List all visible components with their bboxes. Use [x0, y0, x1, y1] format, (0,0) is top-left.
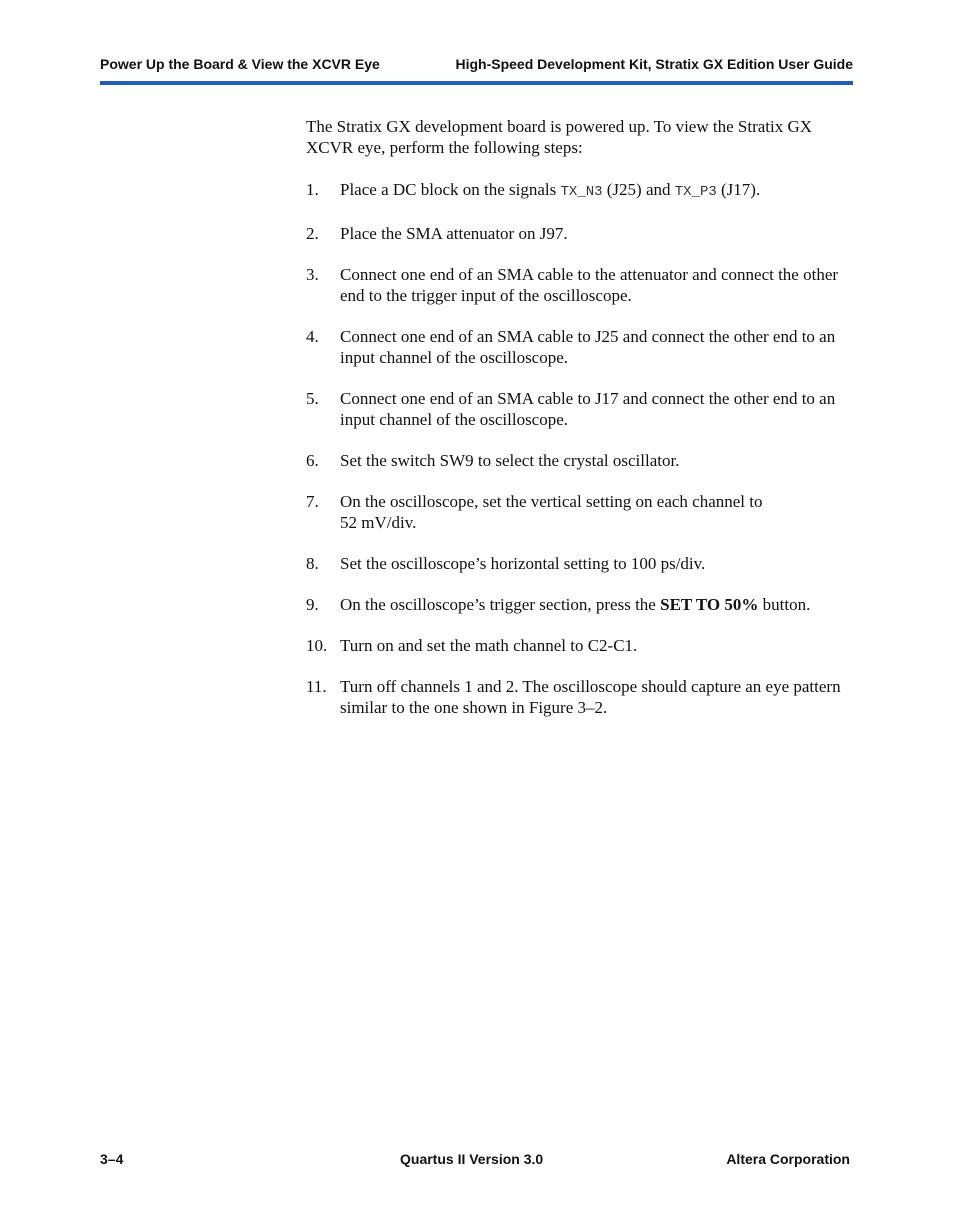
step-number: 7.	[306, 492, 319, 511]
step-text: Connect one end of an SMA cable to J25 and connect the other end to an input channel of the oscilloscope.	[340, 327, 836, 367]
step-1	[306, 179, 854, 203]
step-7	[306, 491, 854, 533]
step-text: Turn on and set the math channel to C2-C1.	[340, 636, 638, 655]
step-text-line: On the oscilloscope, set the vertical setting on each channel to	[340, 492, 763, 511]
step-number: 5.	[306, 389, 319, 408]
step-text: Turn off channels 1 and 2. The oscilloscope should capture an eye pattern similar to the one shown in Figure 3–2.	[340, 677, 841, 717]
step-9	[306, 594, 854, 615]
step-number: 11.	[306, 677, 327, 696]
step-text	[340, 180, 760, 199]
step-number: 2.	[306, 224, 319, 243]
step-text-part: button.	[758, 595, 811, 614]
step-text-part: (J25) and	[602, 180, 675, 199]
step-number: 1.	[306, 180, 319, 199]
step-text-line: 52 mV/div.	[340, 513, 417, 532]
step-number: 10.	[306, 636, 328, 655]
step-11	[306, 676, 854, 718]
step-number: 9.	[306, 595, 319, 614]
step-text: Connect one end of an SMA cable to the attenuator and connect the other end to the trigger input of the oscilloscope.	[340, 265, 839, 305]
step-text	[340, 492, 763, 532]
step-text-part: On the oscilloscope’s trigger section, press the	[340, 595, 661, 614]
step-text: Set the switch SW9 to select the crystal oscillator.	[340, 451, 680, 470]
step-number: 3.	[306, 265, 319, 284]
main-content	[306, 116, 854, 738]
step-3	[306, 264, 854, 306]
step-text: Set the oscilloscope’s horizontal setting to 100 ps/div.	[340, 554, 706, 573]
signal-code-tx-p3: TX_P3	[674, 184, 717, 200]
step-text-part: Place a DC block on the signals	[340, 180, 561, 199]
step-text: Place the SMA attenuator on J97.	[340, 224, 568, 243]
header-guide-title: High-Speed Development Kit, Stratix GX Edition User Guide	[455, 56, 853, 72]
footer-company: Altera Corporation	[726, 1151, 850, 1167]
step-5	[306, 388, 854, 430]
step-4	[306, 326, 854, 368]
steps-list	[306, 179, 854, 718]
step-6	[306, 450, 854, 471]
header-section-title: Power Up the Board & View the XCVR Eye	[100, 56, 380, 72]
step-text-part: (J17).	[716, 180, 761, 199]
step-2	[306, 223, 854, 244]
page-header	[100, 56, 853, 72]
step-8	[306, 553, 854, 574]
page-number: 3–4	[100, 1151, 124, 1167]
intro-paragraph: The Stratix GX development board is powered up. To view the Stratix GX XCVR eye, perform the following steps:	[306, 117, 813, 157]
step-text: Connect one end of an SMA cable to J17 and connect the other end to an input channel of the oscilloscope.	[340, 389, 836, 429]
button-name-emphasis: SET TO 50%	[660, 595, 759, 614]
step-number: 6.	[306, 451, 319, 470]
header-rule	[100, 81, 853, 85]
signal-code-tx-n3: TX_N3	[560, 184, 603, 200]
step-10	[306, 635, 854, 656]
footer-version: Quartus II Version 3.0	[400, 1151, 544, 1167]
step-text	[340, 595, 810, 614]
step-number: 8.	[306, 554, 319, 573]
step-number: 4.	[306, 327, 319, 346]
